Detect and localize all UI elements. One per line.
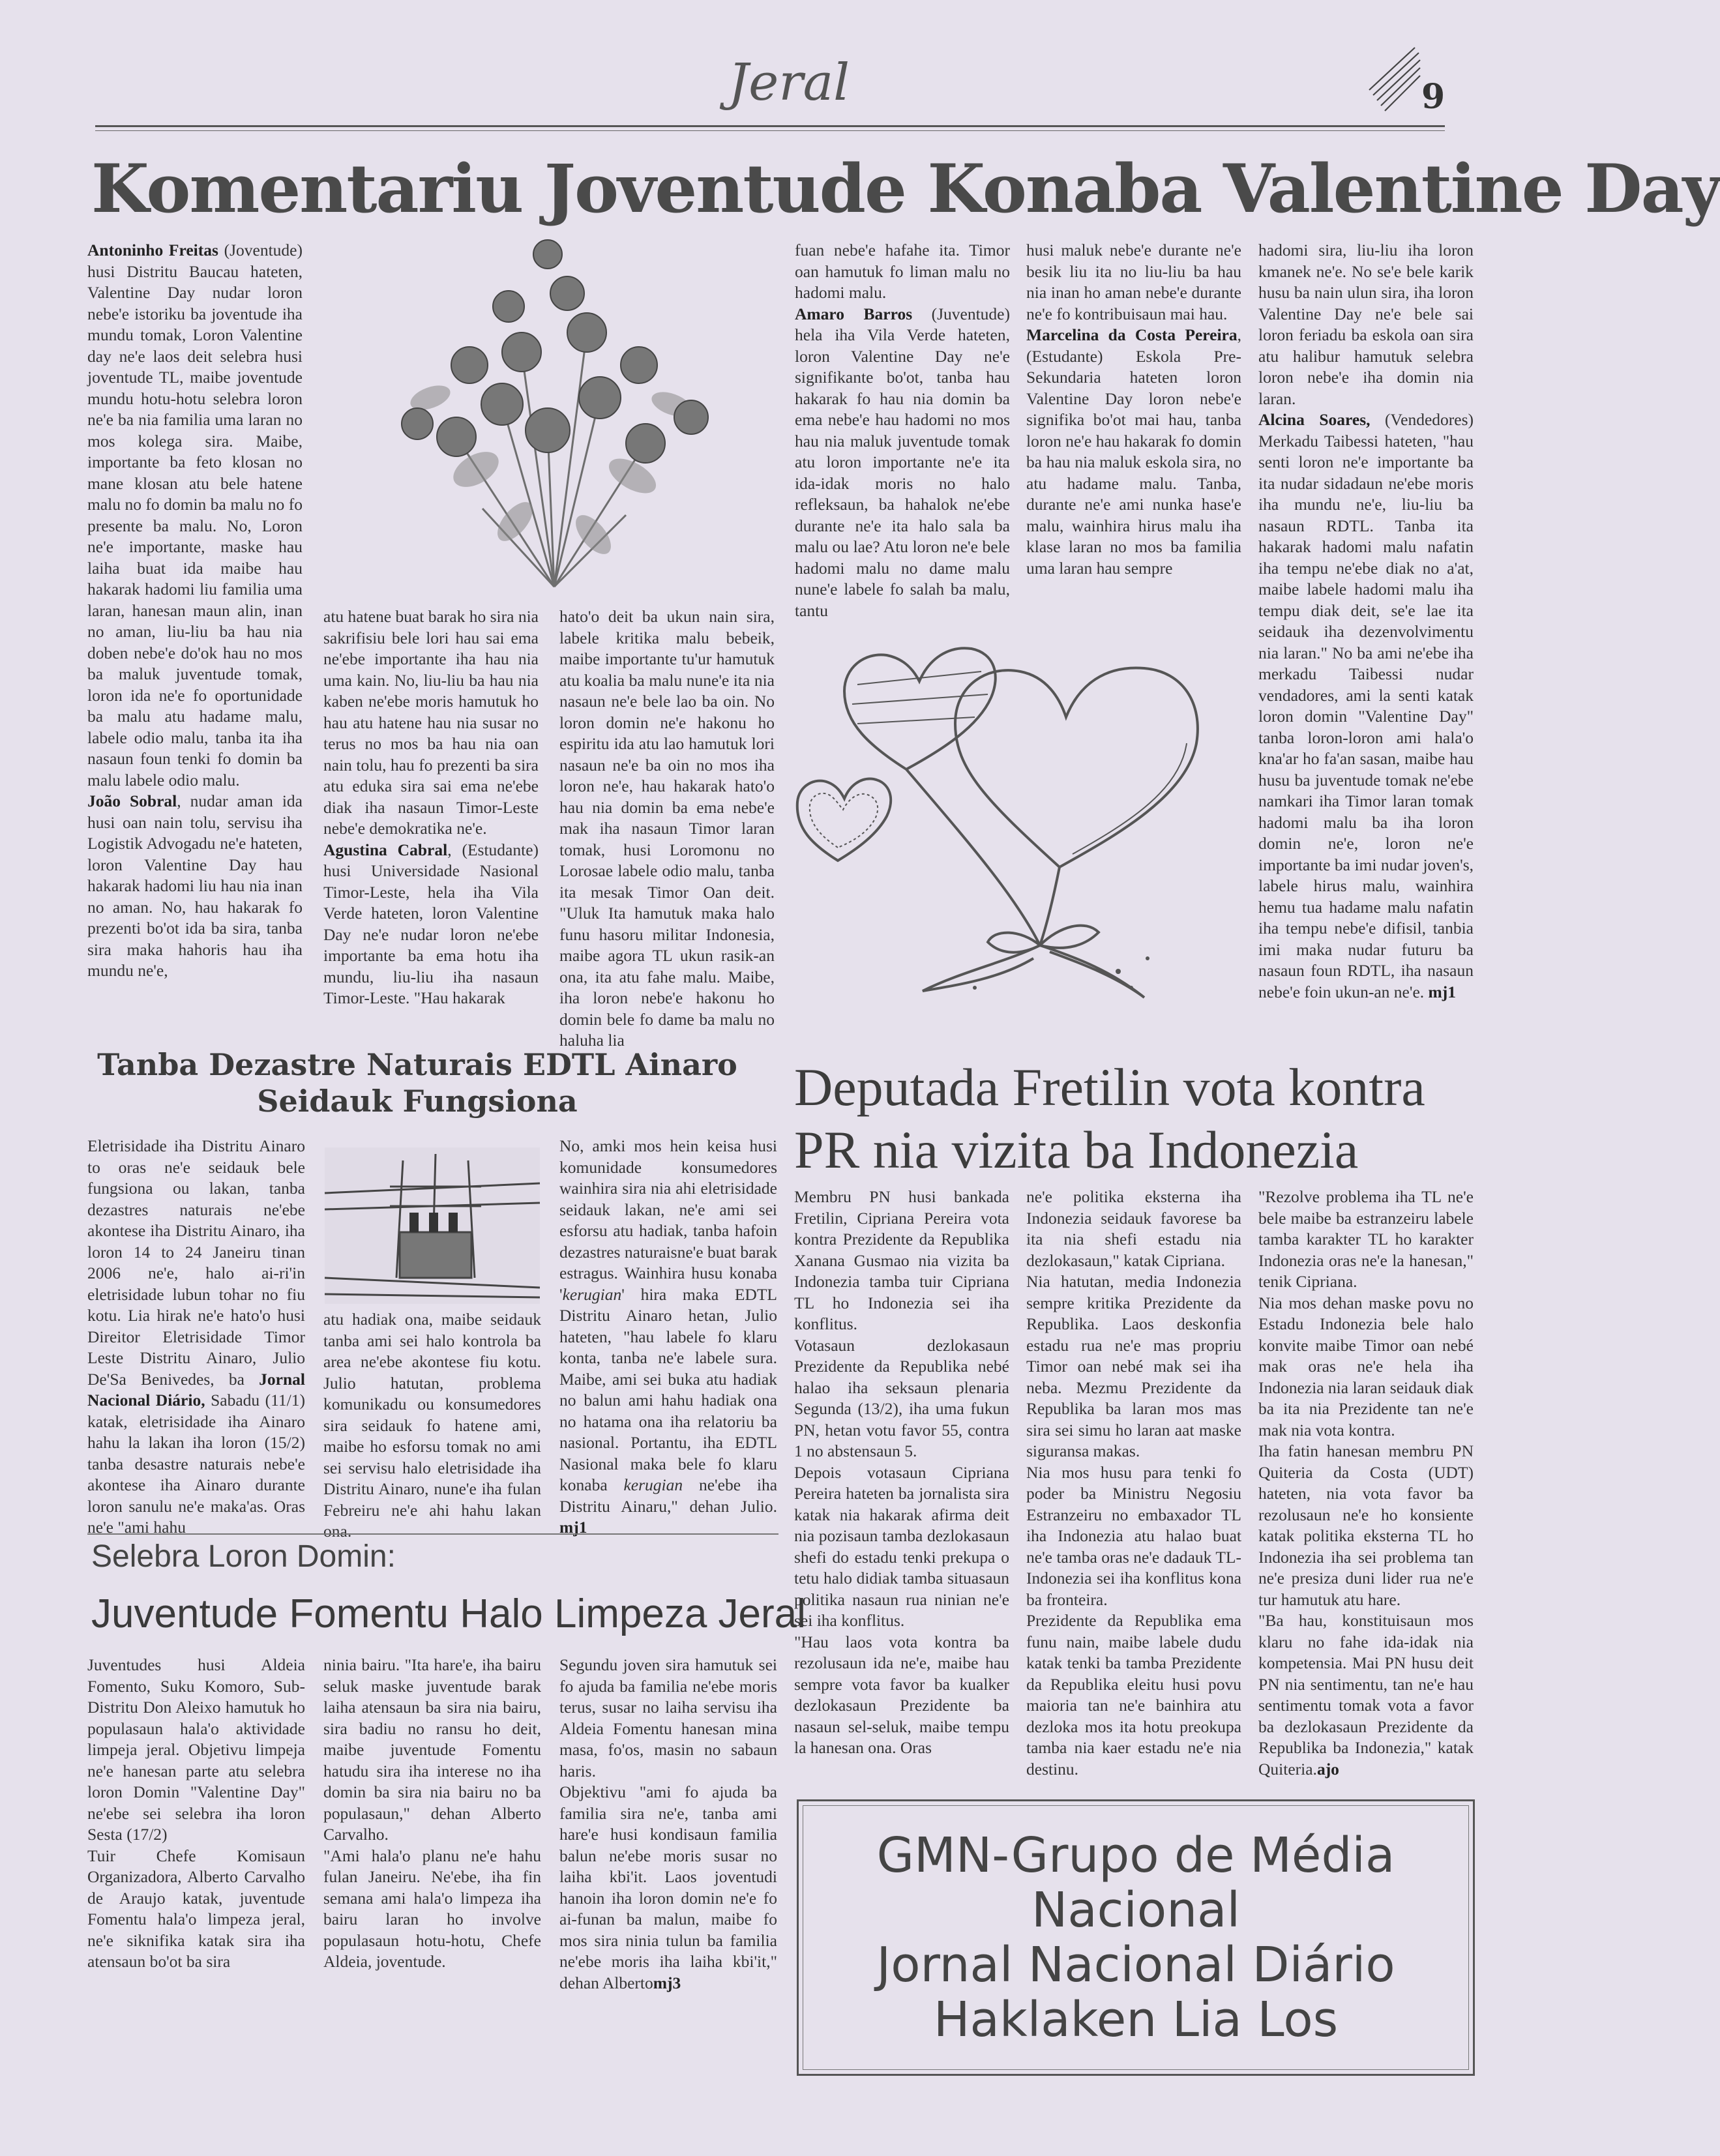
- byline-name: Marcelina da Costa Pereira: [1026, 325, 1238, 344]
- page-number: 9: [1421, 77, 1446, 117]
- paragraph: Prezidente da Republika ema funu nain, maibe labele dudu katak tenki ba tamba Prezidente da Republika eleitu husi povu maioria tan ne'e bainhira atu dezloka mos ita hotu preokupa tamba nia kaer estadu ne'e nia destinu.: [1026, 1611, 1241, 1779]
- article1-column-6: [1258, 240, 1474, 1043]
- roses-bouquet-image: [352, 235, 756, 600]
- heart-balloons-image: [792, 606, 1242, 1024]
- paragraph: Juventudes husi Aldeia Fomento, Suku Komoro, Sub-Distritu Don Aleixo hamutuk ho populasaun hala'o aktividade limpeja jeral. Objetivu limpeja ne'e hanesan parte atu selebra loron Domin "Valentine Day" ne'ebe sei selebra iha loron Sesta (17/2): [87, 1655, 305, 1844]
- article1-column-2: [323, 606, 539, 1043]
- ad-line: Haklaken Lia Los: [933, 1992, 1339, 2048]
- italic-term: kerugian: [562, 1284, 622, 1304]
- article3-column-1: [87, 1655, 305, 2078]
- paragraph: "Ba hau, konstituisaun mos klaru no fahe ida-idak nia kompetensia. Mai PN husu deit PN nia sentimentu, tan ne'e hau sentimentu tomak vota a favor ba dezlokasaun Prezidente da Republika ba Indonezia," katak Quiteria.: [1258, 1611, 1474, 1779]
- publisher-ad-box: [797, 1799, 1475, 2076]
- publisher-ad-content: [803, 1805, 1469, 2070]
- paragraph: (Vendedores) Merkadu Taibessi hateten, "hau senti loron ne'e importante ba ita nudar sidadaun ne'ebe moris iha mundu ne'e, liu-liu ba nasaun RDTL. Tanba ita hakarak hadomi malu nafatin iha tempu ne'ebe diak no a'at, maibe labele hadomi malu iha tempu diak deit, se'e lae ita seidauk iha dezenvolvimentu nia laran." No ba ami ne'ebe iha merkadu Taibessi nudar vendadores, ami la senti katak loron domin "Valentine Day" tanba loron-loron ami hala'o kna'ar ho fa'an sasan, maibe hau husu ba juventude tomak ne'ebe namkari iha Timor laran tomak hadomi malu ba iha loron domin ne'e, loron ne'e importante ba imi nudar joven's, labele hirus malu, wainhira hemu tua hadame malu nafatin iha tempu nebe'e difisil, tanbia imi maka nudar futuru ba nasaun foun RDTL, iha nasaun nebe'e foin ukun-an ne'e.: [1258, 410, 1474, 1001]
- header-rule: [95, 125, 1445, 131]
- paragraph: , (Estudante) husi Universidade Nasional Timor-Leste, hela iha Vila Verde hateten, loron Valentine Day ne'e nudar loron ne'ebe importante ba ema hotu iha mundu, liu-liu iha nasaun Timor-Leste. "Hau hakarak: [323, 840, 539, 1007]
- italic-term: kerugian: [623, 1475, 683, 1494]
- paragraph: ' hira maka EDTL Distritu Ainaro hetan, Julio hateten, "hau labele fo klaru konta, tanba ne'e labele sura. Maibe, ami sei buka atu hadiak no balun ami hahu hadiak ona no hatama ona iha relatoriu ba nasional. Portantu, iha EDTL Nasional maka bele fo klaru konaba: [559, 1284, 777, 1494]
- paragraph: "Hau laos vota kontra ba rezolusaun ida ne'e, maibe hau sempre vota favor ba kualker dezlokasaun Prezidente ba nasaun sel-seluk, maibe tempu la hanesan ona. Oras: [794, 1632, 1009, 1757]
- main-headline: Komentariu Joventude Konaba Valentine Day: [91, 150, 1720, 228]
- article3-headline: Juventude Fomentu Halo Limpeza Jeral: [91, 1591, 806, 1636]
- paragraph: Tuir Chefe Komisaun Organizadora, Alberto Carvalho de Araujo katak, juventude Fomentu hala'o limpeza jeral, ne'e siknifika katak sira iha atensaun bo'ot ba sira: [87, 1846, 305, 1971]
- section-divider: [87, 1533, 778, 1535]
- paragraph: "Ami hala'o planu ne'e hahu fulan Janeiru. Ne'ebe, iha fin semana ami hala'o limpeza iha bairu laran ho involve populasaun hotu-hotu, Chefe Aldeia, joventude.: [323, 1846, 541, 1971]
- paragraph: Votasaun dezlokasaun Prezidente da Republika nebé halao iha seksaun plenaria Segunda (13/2), iha uma fukun PN, hetan votu favor 55, contra 1 no abstensaun 5.: [794, 1335, 1009, 1460]
- author-signature: mj1: [559, 1518, 587, 1537]
- article4-column-1: [794, 1187, 1009, 1793]
- article3-kicker: Selebra Loron Domin:: [91, 1539, 396, 1574]
- byline-name: Alcina Soares,: [1258, 410, 1371, 429]
- paragraph: Nia hatutan, media Indonezia sempre kritika Prezidente da Republika. Laos deskonfia estadu rua ne'e mas propriu Timor oan nebé mak sei iha neba. Mezmu Prezidente da Republika ba laran mos mas sira sei simu ho laran aat maske siguransa makas.: [1026, 1272, 1241, 1460]
- paragraph: Sabadu (11/1) katak, eletrisidade iha Ainaro hahu la lakan iha loron (15/2) tanba desastre naturais nebe'e akontese iha Ainaro durante loron sanulu ne'e maka'as. Oras ne'e "ami hahu: [87, 1391, 305, 1537]
- article2-column-3: [559, 1136, 778, 1537]
- article4-headline: Deputada Fretilin vota kontra PR nia vizita ba Indonezia: [794, 1057, 1425, 1179]
- author-signature: mj3: [653, 1973, 681, 1992]
- paragraph: No, amki mos hein keisa husi komunidade konsumedores wainhira sira nia ahi eletrisidade seidauk lakan, ne'e ami sei esforsu atu hadiak, tanba hafoin dezastres naturaisne'e buat barak estragus. Wainhira husu konaba ': [559, 1136, 777, 1304]
- ad-line: Nacional: [1031, 1882, 1241, 1938]
- article2-column-1: [87, 1136, 305, 1537]
- article2-column-2: [323, 1309, 541, 1541]
- paragraph: Depois votasaun Cipriana Pereira hateten ba jornalista sira katak nia hakarak afirma deit nia pozisaun tamba dezlokasaun shefi do estadu tenki prekupa o tetu halo didiak tamba situasaun politika nasaun rua ninian ne'e sei iha konflitus.: [794, 1462, 1009, 1630]
- masthead-hatch-icon: [1363, 44, 1421, 116]
- paragraph: hadomi sira, liu-liu iha loron kmanek ne'e. No se'e bele karik husu ba nain ulun sira, iha loron Valentine Day ne'e bele sai loron feriadu ba eskola oan sira atu halibur hamutuk selebra loron nebe'e iha domin nia laran.: [1258, 241, 1474, 408]
- byline-name: Agustina Cabral: [323, 840, 448, 859]
- byline-name: Antoninho Freitas: [87, 241, 218, 259]
- ad-line: Jornal Nacional Diário: [876, 1937, 1395, 1993]
- article2-headline: Tanba Dezastre Naturais EDTL Ainaro Seidauk Fungsiona: [97, 1047, 737, 1119]
- article1-column-4: [795, 240, 1010, 620]
- power-substation-image: [325, 1147, 540, 1304]
- paragraph: atu hatene buat barak ho sira nia sakrifisiu bele lori hau sai ema ne'ebe importante iha hau nia uma kain. No, liu-liu ba hau nia kaben ne'ebe moris hamutuk ho hau atu hatene hau nia susar no terus no mos ba hau nia oan nain tolu, hau fo prezenti ba sira atu eduka sira sai ema ne'ebe diak iha nasaun Timor-Leste nebe'e demokratika ne'e.: [323, 607, 539, 838]
- paragraph: Segundu joven sira hamutuk sei fo ajuda ba familia ne'ebe moris terus, susar no laiha servisu iha Aldeia Fomentu hanesan mina masa, fo'os, masin no sabaun haris.: [559, 1655, 777, 1780]
- article1-column-3: [559, 606, 775, 1050]
- section-title: Jeral: [728, 53, 850, 112]
- article1-column-5: [1026, 240, 1241, 605]
- paragraph: "Rezolve problema iha TL ne'e bele maibe ba estranzeiru labele tamba karakter TL ho karakter Indonezia oras ne'e la hanesan," tenik Cipriana.: [1258, 1187, 1474, 1291]
- article1-column-1: [87, 240, 303, 1043]
- paragraph: , (Estudante) Eskola Pre-Sekundaria hateten loron Valentine Day loron nebe'e signifika bo'ot mai hau, tanba loron ne'e hau hakarak fo domin ba hau nia maluk eskola sira, no atu hadame malu. Tanba, durante ne'e ami nunka hase'e malu, wainhira hirus malu iha klase laran no mos ba familia uma laran hau sempre: [1026, 325, 1241, 578]
- paragraph: ne'ebe iha Distritu Ainaru," dehan Julio.: [559, 1475, 778, 1516]
- paragraph: Iha fatin hanesan membru PN Quiteria da Costa (UDT) hateten, nia vota favor ba rezolusaun ne'e ho konsiente katak politika eksterna TL ho Indonezia iha sei problema tan ne'e presiza duni lider rua ne'e tur hamutuk atu hare.: [1258, 1441, 1474, 1609]
- paragraph: Objektivu "ami fo ajuda ba familia sira ne'e, tanba ami hare'e husi kondisaun familia balun ne'ebe moris susar no laiha kbi'it. Laos joventudi hanoin iha loron domin ne'e fo ai-funan ba malun, maibe fo mos sira ninia tulun ba familia ne'ebe moris iha laiha kbi'it," dehan Alberto: [559, 1782, 777, 1992]
- byline-name: João Sobral: [87, 791, 177, 810]
- paragraph: Nia mos dehan maske povu no Estadu Indonezia bele halo konvite maibe Timor oan nebé mak oras ne'e hela iha Indonezia nia laran seidauk diak ba ita nia Prezidente tan ne'e mak nia vota kontra.: [1258, 1293, 1474, 1440]
- paragraph: ne'e politika eksterna iha Indonezia seidauk favorese ba ita nia shefi estadu nia dezlokasaun," katak Cipriana.: [1026, 1187, 1241, 1270]
- byline-name: Amaro Barros: [795, 304, 913, 323]
- ad-line: GMN-Grupo de Média: [876, 1827, 1395, 1883]
- article3-column-3: [559, 1655, 777, 2078]
- author-signature: ajo: [1316, 1759, 1339, 1779]
- article4-column-2: [1026, 1187, 1241, 1793]
- paragraph: (Joventude) husi Distritu Baucau hateten, Valentine Day nudar loron nebe'e istoriku ba joventude iha mundu tomak, Loron Valentine day ne'e laos deit selebra husi joventude TL, maibe joventude mundu hotu-hotu selebra loron ne'e ba nia familia uma laran no mos kolega sira. Maibe, importante ba feto klosan no mane klosan atu bele hatene malu no fo domin ba malu no fo presente ba malu. No, Loron ne'e importante, maske hau laiha buat ida maibe hau hakarak hadomi liu familia uma laran, hanesan maun alin, inan no aman, liu-liu ba hau nia doben nebe'e do'ok hau no mos ba maluk juventude tomak, loron ida ne'e fo oportunidade ba malu atu hadame malu, labele odio malu, tanba ita iha nasaun foun tenki fo domin ba malu labele odio malu.: [87, 241, 303, 790]
- paragraph: Membru PN husi bankada Fretilin, Cipriana Pereira vota kontra Prezidente da Republika Xanana Gusmao nia vizita ba Indonezia tamba tuir Cipriana TL ho Indonezia sei iha konflitus.: [794, 1187, 1009, 1333]
- article4-column-3: [1258, 1187, 1474, 1793]
- paragraph: Eletrisidade iha Distritu Ainaro to oras ne'e seidauk bele fungsiona ou lakan, tanba dezastres naturais ne'ebe akontese iha Distritu Ainaro, iha loron 14 to 24 Janeiru tinan 2006 ne'e, halo ai-ri'in eletrisidade lubun tohar no fiu kotu. Lia hirak ne'e hato'o husi Direitor Eletrisidade Timor Leste Distritu Ainaro, Julio De'Sa Benivedes, ba: [87, 1136, 305, 1389]
- paragraph: fuan nebe'e hafahe ita. Timor oan hamutuk fo liman malu no hadomi malu.: [795, 241, 1010, 302]
- paragraph: (Juventude) hela iha Vila Verde hateten, loron Valentine Day ne'e signifikante bo'ot, tanba hau hakarak fo hau nia domin ba ema nebe'e hau hadomi no mos hau nia maluk juventude tomak atu loron importante ne'e ita ida-idak moris no halo refleksaun, ba hahalok ne'ebe durante ne'e ita halo sala ba malu ou lae? Atu loron ne'e bele hadomi malu no dame malu nune'e labele fo salah ba malu, tantu: [795, 304, 1010, 620]
- paragraph: hato'o deit ba ukun nain sira, labele kritika malu bebeik, maibe importante tu'ur hamutuk atu koalia ba malu nune'e ita nia nasaun ne'e bele lao ba oin. No loron domin ne'e hakonu ho espiritu ida atu lao hamutuk lori nasaun ne'e ba oin no mos iha loron ne'e, hau hakarak hato'o hau nia domin ba ema nebe'e mak iha nasaun Timor laran tomak, husi Loromonu no Lorosae labele odio malu, tanba ita mesak Timor Oan deit. "Uluk Ita hamutuk maka halo funu hasoru militar Indonesia, maibe agora TL ukun rasik-an ona, ita atu fahe malu. Maibe, iha loron nebe'e hakonu ho domin bele fo dame ba malu no haluha lia: [559, 607, 775, 1050]
- paragraph: atu hadiak ona, maibe seidauk tanba ami sei halo kontrola ba area ne'ebe akontese fiu kotu. Julio hatutan, problema komunikadu ou konsumedores sira seidauk fo hatene ami, maibe ho esforsu tomak no ami sei servisu halo eletrisidade iha Distritu Ainaro, nune'e iha fulan Febreiru ne'e ahi hahu lakan ona.: [323, 1310, 541, 1541]
- paragraph: husi maluk nebe'e durante ne'e besik liu ita no liu-liu ba hau nia inan ho aman nebe'e durante ne'e fo kontribuisaun mai hau.: [1026, 241, 1241, 323]
- paragraph: , nudar aman ida husi oan nain tolu, servisu iha Logistik Advogadu ne'e hateten, loron Valentine Day hau hakarak hadomi liu hau nia inan no aman. No, hau hakarak fo prezenti bo'ot ida ba sira, tanba sira maka hahoris hau iha mundu ne'e,: [87, 791, 303, 980]
- author-signature: mj1: [1428, 982, 1457, 1001]
- article3-column-2: [323, 1655, 541, 2078]
- paragraph: Nia mos husu para tenki fo poder ba Ministru Negosiu Estranzeiru no embaxador TL iha Indonezia atu halao buat ne'e tamba oras ne'e dadauk TL-Indonezia sei iha konflitus kona ba fronteira.: [1026, 1462, 1241, 1609]
- paragraph: ninia bairu. "Ita hare'e, iha bairu seluk maske juventude barak laiha atensaun ba sira nia bairu, sira badiu no ransu ho deit, maibe juventude Fomentu hatudu sira iha interese no iha domin ba sira nia bairu no ba populasaun," dehan Alberto Carvalho.: [323, 1655, 541, 1844]
- newspaper-name: Jornal Nacional Diário,: [87, 1369, 305, 1410]
